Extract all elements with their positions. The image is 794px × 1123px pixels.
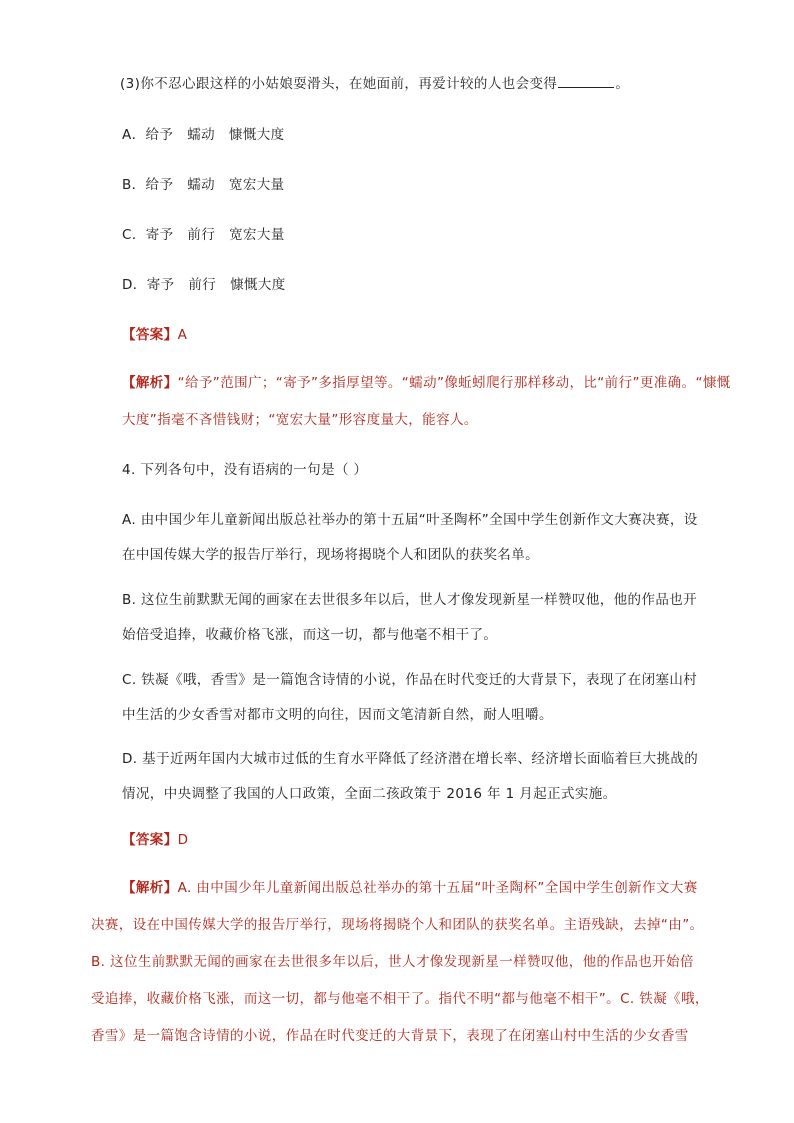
q4-option-c-line-1: C. 铁凝《哦，香雪》是一篇饱含诗情的小说，作品在时代变迁的大背景下，表现了在闭塞山村	[122, 672, 698, 688]
q4-option-d-line-1: D. 基于近两年国内大城市过低的生育水平降低了经济潜在增长率、经济增长面临着巨大挑战的	[122, 751, 699, 767]
q4-analysis-text-1: A. 由中国少年儿童新闻出版总社举办的第十五届“叶圣陶杯”全国中学生创新作文大赛	[177, 880, 698, 896]
q4-analysis-line-4: 受追捧，收藏价格飞涨，而这一切，都与他毫不相干了。指代不明“都与他毫不相干”。C. 铁凝《哦，	[91, 991, 709, 1007]
q4-option-a-line-1: A. 由中国少年儿童新闻出版总社举办的第十五届“叶圣陶杯”全国中学生创新作文大赛决赛，设	[122, 512, 698, 528]
q3-answer	[122, 325, 187, 345]
q4-analysis-line-5: 香雪》是一篇饱含诗情的小说，作品在时代变迁的大背景下，表现了在闭塞山村中生活的少女香雪	[91, 1028, 689, 1044]
q4-answer-label: 【答案】	[122, 832, 178, 848]
q4-analysis-line-1	[122, 878, 698, 898]
q3-answer-value: A	[177, 327, 188, 343]
q4-option-d-line-2: 情况，中央调整了我国的人口政策，全面二孩政策于 2016 年 1 月起正式实施。	[122, 786, 617, 802]
q3-analysis-text-1: “给予”范围广；“寄予”多指厚望等。“蠕动”像蚯蚓爬行那样移动，比“前行”更准确。“慷慨	[177, 375, 731, 391]
q3-option-a: A．给予 蠕动 慷慨大度	[122, 127, 285, 143]
q4-stem: 4. 下列各句中，没有语病的一句是（ ）	[122, 462, 368, 478]
q3-blank	[558, 75, 614, 88]
q3-analysis-line-2: 大度”指毫不吝惜钱财；“宽宏大量”形容度量大，能容人。	[122, 412, 478, 428]
q4-answer	[122, 830, 188, 850]
q3-option-c: C．寄予 前行 宽宏大量	[122, 227, 285, 243]
q3-analysis-label: 【解析】	[122, 375, 178, 391]
q4-option-c-line-2: 中生活的少女香雪对都市文明的向往，因而文笔清新自然，耐人咀嚼。	[122, 707, 553, 723]
q3-stem-end: 。	[615, 76, 630, 92]
q4-answer-value: D	[177, 832, 189, 848]
q4-option-a-line-2: 在中国传媒大学的报告厅举行，现场将揭晓个人和团队的获奖名单。	[122, 547, 539, 563]
q3-analysis-line-1	[122, 373, 731, 393]
q4-option-b-line-1: B. 这位生前默默无闻的画家在去世很多年以后，世人才像发现新星一样赞叹他，他的作品也开	[122, 592, 698, 608]
q4-option-b-line-2: 始倍受追捧，收藏价格飞涨，而这一切，都与他毫不相干了。	[122, 627, 498, 643]
q3-option-b: B．给予 蠕动 宽宏大量	[122, 177, 285, 193]
q3-option-d: D．寄予 前行 慷慨大度	[122, 277, 286, 293]
q3-stem-text: (3)你不忍心跟这样的小姑娘耍滑头，在她面前，再爱计较的人也会变得	[120, 76, 558, 92]
q3-stem	[120, 74, 629, 94]
q3-answer-label: 【答案】	[122, 327, 178, 343]
q4-analysis-line-3: B. 这位生前默默无闻的画家在去世很多年以后，世人才像发现新星一样赞叹他，他的作品也开始倍	[91, 954, 694, 970]
q4-analysis-label: 【解析】	[122, 880, 178, 896]
q4-analysis-line-2: 决赛，设在中国传媒大学的报告厅举行，现场将揭晓个人和团队的获奖名单。主语残缺，去掉“由”。	[91, 917, 704, 933]
